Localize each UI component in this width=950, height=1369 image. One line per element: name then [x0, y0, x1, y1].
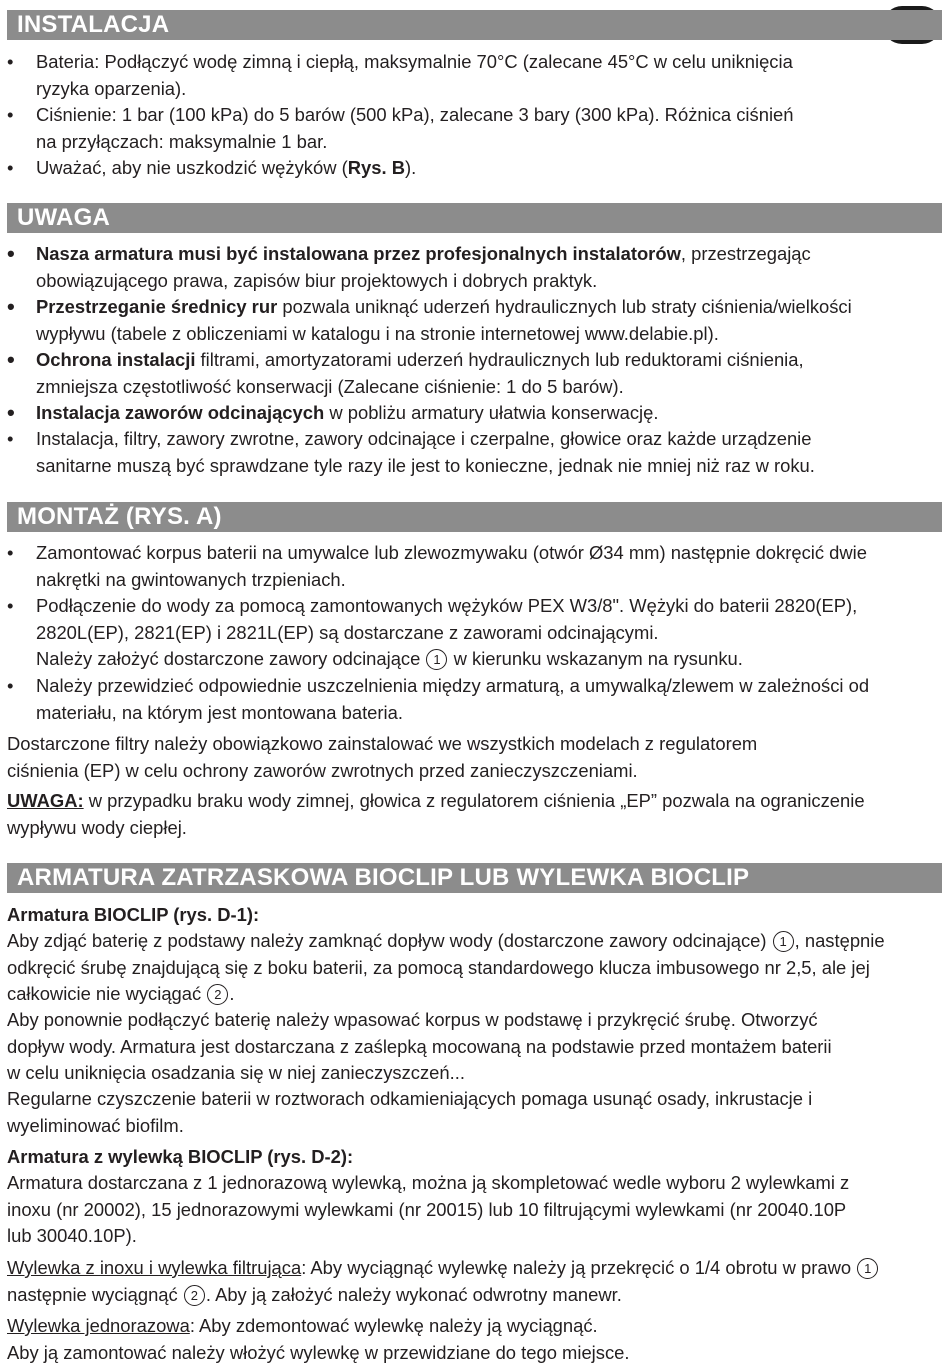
bullet: • [7, 157, 14, 178]
text-line: dopływ wody. Armatura jest dostarczana z zaślepką mocowaną na podstawie przed montażem baterii [7, 1035, 832, 1057]
section-header-montaz: MONTAŻ (RYS. A) [7, 502, 942, 532]
text-line: lub 30040.10P). [7, 1225, 137, 1246]
text-span: . Aby ją założyć należy wykonać odwrotny manewr. [205, 1283, 622, 1305]
text-line: Ciśnienie: 1 bar (100 kPa) do 5 barów (500 kPa), zalecane 3 bary (300 kPa). Różnica ciśnień [36, 104, 794, 125]
paragraph [7, 1007, 947, 1087]
text-line: wypływu (tabele z obliczeniami w katalogu i na stronie internetowej www.delabie.pl). [36, 322, 719, 344]
figure-reference: Rys. B [347, 157, 405, 178]
text-span: , następnie [794, 930, 885, 951]
bullet: • [7, 428, 14, 449]
subsection-heading: Armatura z wylewką BIOCLIP (rys. D-2): [7, 1146, 354, 1167]
text-line: w celu uniknięcia osadzania się w niej zanieczyszczeń... [7, 1062, 465, 1083]
text-line: materiału, na którym jest montowana bateria. [36, 701, 403, 723]
paragraph [7, 1170, 947, 1250]
section-header-uwaga: UWAGA [7, 203, 942, 233]
paragraph [7, 1313, 947, 1366]
warning-paragraph [7, 788, 947, 841]
text-line: Należy przewidzieć odpowiednie uszczelnienia między armaturą, a umywalką/zlewem w zależności od [36, 675, 870, 696]
text-line: obowiązującego prawa, zapisów biur projektowych i dobrych praktyk. [36, 269, 598, 291]
bullet: • [7, 675, 14, 696]
paragraph [7, 1086, 947, 1139]
circled-number-2: 2 [207, 984, 228, 1005]
bold-text: Instalacja zaworów odcinających [36, 402, 325, 423]
text-span: w kierunku wskazanym na rysunku. [453, 648, 743, 669]
warning-label: UWAGA: [7, 790, 84, 811]
text-line: Dostarczone filtry należy obowiązkowo zainstalować we wszystkich modelach z regulatorem [7, 733, 758, 754]
text-span: w pobliżu armatury ułatwia konserwację. [324, 402, 659, 423]
bold-text: Ochrona instalacji [36, 349, 196, 370]
text-line: Bateria: Podłączyć wodę zimną i ciepłą, maksymalnie 70°C (zalecane 45°C w celu uniknięcia [36, 51, 793, 72]
paragraph [7, 1255, 947, 1308]
text-line: Armatura dostarczana z 1 jednorazową wylewką, można ją skompletować wedle wyboru 2 wylewkami z [7, 1172, 850, 1193]
circled-number-1: 1 [426, 649, 447, 670]
bullet: • [7, 542, 14, 563]
bullet: • [7, 51, 14, 72]
text-line: ryzyka oparzenia). [36, 77, 187, 99]
text-span: . [229, 983, 235, 1004]
text-line: na przyłączach: maksymalnie 1 bar. [36, 130, 328, 152]
text-line: sanitarne muszą być sprawdzane tyle razy ile jest to konieczne, jednak nie mniej niż raz w roku. [36, 454, 815, 476]
text-line: Aby ponownie podłączyć baterię należy wpasować korpus w podstawę i przykręcić śrubę. Otworzyć [7, 1009, 818, 1030]
underlined-term: Wylewka jednorazowa [7, 1315, 190, 1336]
text-span: pozwala uniknąć uderzeń hydraulicznych lub straty ciśnienia/wielkości [277, 296, 852, 317]
text-line: Podłączenie do wody za pomocą zamontowanych wężyków PEX W3/8". Wężyki do baterii 2820(EP), [36, 595, 858, 616]
text-line: wyeliminować biofilm. [7, 1114, 184, 1136]
text-line: inoxu (nr 20002), 15 jednorazowymi wylewkami (nr 20015) lub 10 filtrującymi wylewkami (nr 20040.10P [7, 1198, 847, 1220]
bullet: • [7, 400, 15, 425]
bold-text: Nasza armatura musi być instalowana przez profesjonalnych instalatorów [36, 243, 681, 264]
bold-text: Przestrzeganie średnicy rur [36, 296, 278, 317]
bullet: • [7, 595, 14, 616]
text-line: Aby ją zamontować należy włożyć wylewkę w przewidziane do tego miejsce. [7, 1341, 630, 1363]
bullet: • [7, 241, 15, 266]
text-line: 2820L(EP), 2821(EP) i 2821L(EP) są dostarczane z zaworami odcinającymi. [36, 621, 659, 643]
section-header-instalacja: INSTALACJA [7, 10, 942, 40]
text-line: Instalacja, filtry, zawory zwrotne, zawory odcinające i czerpalne, głowice oraz każde urządzenie [36, 428, 812, 449]
text-span: całkowicie nie wyciągać [7, 983, 202, 1004]
text-span: Aby zdjąć baterię z podstawy należy zamknąć dopływ wody (dostarczone zawory odcinające) [7, 930, 767, 951]
text-line: ciśnienia (EP) w celu ochrony zaworów zwrotnych przed zanieczyszczeniami. [7, 759, 638, 781]
text-line: wypływu wody ciepłej. [7, 816, 187, 838]
paragraph [7, 928, 947, 1008]
text-span: ). [404, 157, 417, 178]
circled-number-1: 1 [773, 931, 794, 952]
text-line: zmniejsza częstotliwość konserwacji (Zalecane ciśnienie: 1 do 5 barów). [36, 375, 624, 397]
text-line: Zamontować korpus baterii na umywalce lub zlewozmywaku (otwór Ø34 mm) następnie dokręcić dwie [36, 542, 867, 563]
subsection-heading: Armatura BIOCLIP (rys. D-1): [7, 904, 260, 925]
text-span: Uważać, aby nie uszkodzić wężyków ( [36, 157, 348, 178]
text-line: nakrętki na gwintowanych trzpieniach. [36, 568, 346, 590]
text-line: Regularne czyszczenie baterii w roztworach odkamieniających pomaga usunąć osady, inkrustacje i [7, 1088, 813, 1109]
text-span: : Aby wyciągnąć wylewkę należy ją przekręcić o 1/4 obrotu w prawo [301, 1257, 852, 1278]
circled-number-2: 2 [184, 1285, 205, 1306]
text-span: : Aby zdemontować wylewkę należy ją wyciągnąć. [189, 1315, 598, 1336]
underlined-term: Wylewka z inoxu i wylewka filtrująca [7, 1257, 302, 1278]
bullet: • [7, 294, 15, 319]
text-span: następnie wyciągnąć [7, 1283, 178, 1305]
text-span: Należy założyć dostarczone zawory odcinające [36, 648, 421, 669]
bullet: • [7, 347, 15, 372]
text-span: , przestrzegając [680, 243, 811, 264]
paragraph [7, 731, 947, 784]
text-line: odkręcić śrubę znajdującą się z boku baterii, za pomocą standardowego klucza imbusowego nr 2,5, ale jej [7, 956, 870, 978]
text-span: w przypadku braku wody zimnej, głowica z regulatorem ciśnienia „EP” pozwala na ograniczenie [83, 790, 865, 811]
bullet: • [7, 104, 14, 125]
circled-number-1: 1 [857, 1258, 878, 1279]
section-header-bioclip: ARMATURA ZATRZASKOWA BIOCLIP LUB WYLEWKA BIOCLIP [7, 863, 942, 893]
text-span: filtrami, amortyzatorami uderzeń hydraulicznych lub reduktorami ciśnienia, [195, 349, 804, 370]
